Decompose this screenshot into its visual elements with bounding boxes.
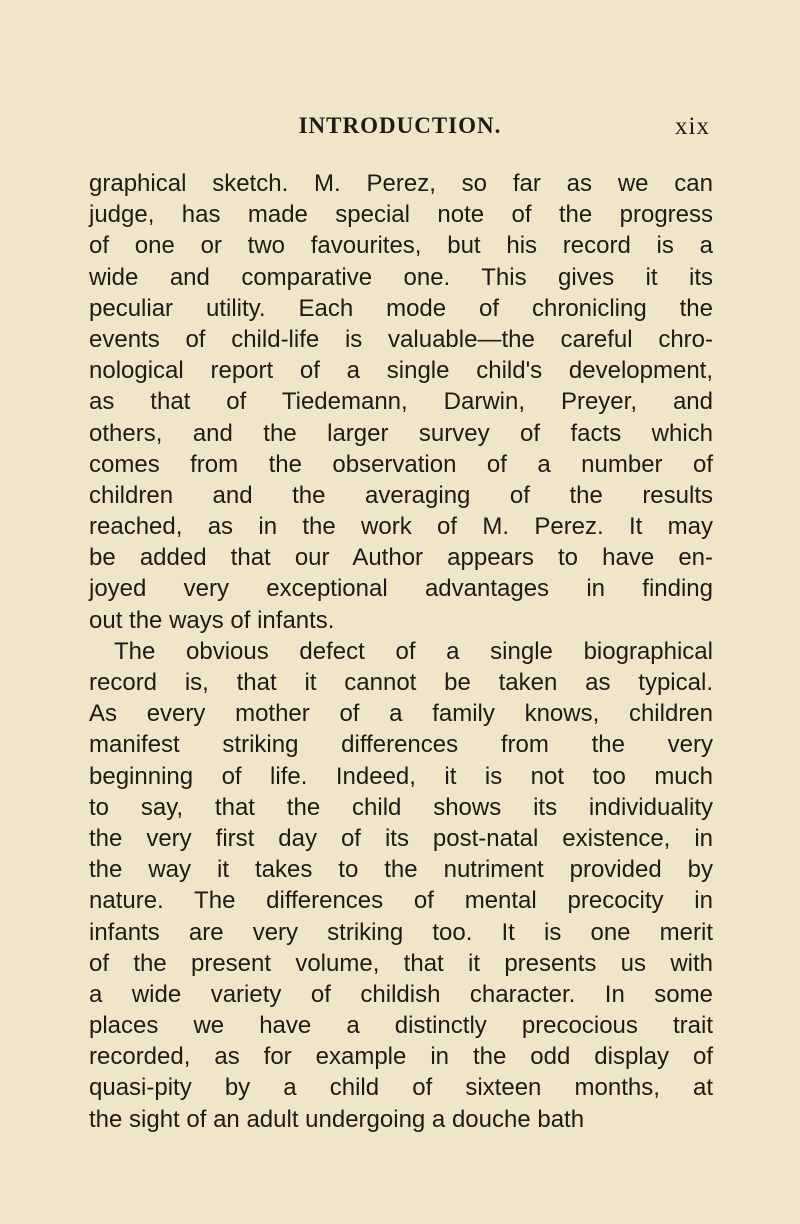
- running-title: INTRODUCTION.: [298, 113, 502, 138]
- text-line: wide and comparative one. This gives it its: [89, 263, 713, 291]
- text-line: manifest striking differences from the very: [89, 731, 713, 759]
- running-head: [90, 113, 710, 143]
- text-line: others, and the larger survey of facts which: [89, 419, 713, 447]
- text-line: be added that our Author appears to have en-: [89, 544, 713, 572]
- text-line: nature. The differences of mental precocity in: [89, 887, 713, 915]
- text-line: of one or two favourites, but his record is a: [89, 232, 713, 260]
- text-line: record is, that it cannot be taken as typical.: [89, 669, 713, 696]
- text-line: the way it takes to the nutriment provided by: [89, 856, 713, 884]
- text-line: places we have a distinctly precocious trait: [89, 1012, 713, 1040]
- text-line: infants are very striking too. It is one merit: [89, 918, 713, 946]
- body-text: [89, 168, 713, 1135]
- text-line: recorded, as for example in the odd display of: [89, 1043, 713, 1071]
- text-line: as that of Tiedemann, Darwin, Preyer, and: [89, 388, 713, 416]
- text-line: reached, as in the work of M. Perez. It may: [89, 513, 713, 541]
- text-line: the sight of an adult undergoing a douche bath: [89, 1105, 585, 1133]
- text-line: peculiar utility. Each mode of chronicling the: [89, 294, 713, 322]
- text-line: nological report of a single child's development,: [89, 357, 713, 385]
- page-number: xix: [675, 113, 710, 140]
- text-line: events of child-life is valuable—the careful chro-: [89, 325, 713, 353]
- text-line: quasi-pity by a child of sixteen months, at: [89, 1074, 713, 1102]
- paragraph-end-line: out the ways of infants.: [89, 606, 335, 634]
- text-line: joyed very exceptional advantages in finding: [89, 575, 713, 603]
- text-line: children and the averaging of the results: [89, 481, 713, 509]
- text-line: the very first day of its post-natal existence, in: [89, 824, 713, 852]
- text-line: graphical sketch. M. Perez, so far as we can: [89, 170, 713, 197]
- text-line: a wide variety of childish character. In some: [89, 980, 713, 1008]
- text-line: As every mother of a family knows, children: [89, 700, 713, 728]
- text-line: judge, has made special note of the progress: [89, 201, 713, 229]
- text-line: to say, that the child shows its individuality: [89, 793, 713, 821]
- text-line: of the present volume, that it presents us with: [89, 949, 713, 977]
- text-line: comes from the observation of a number of: [89, 450, 713, 478]
- paragraph-start-line: The obvious defect of a single biographical: [114, 637, 713, 665]
- text-line: beginning of life. Indeed, it is not too much: [89, 762, 713, 790]
